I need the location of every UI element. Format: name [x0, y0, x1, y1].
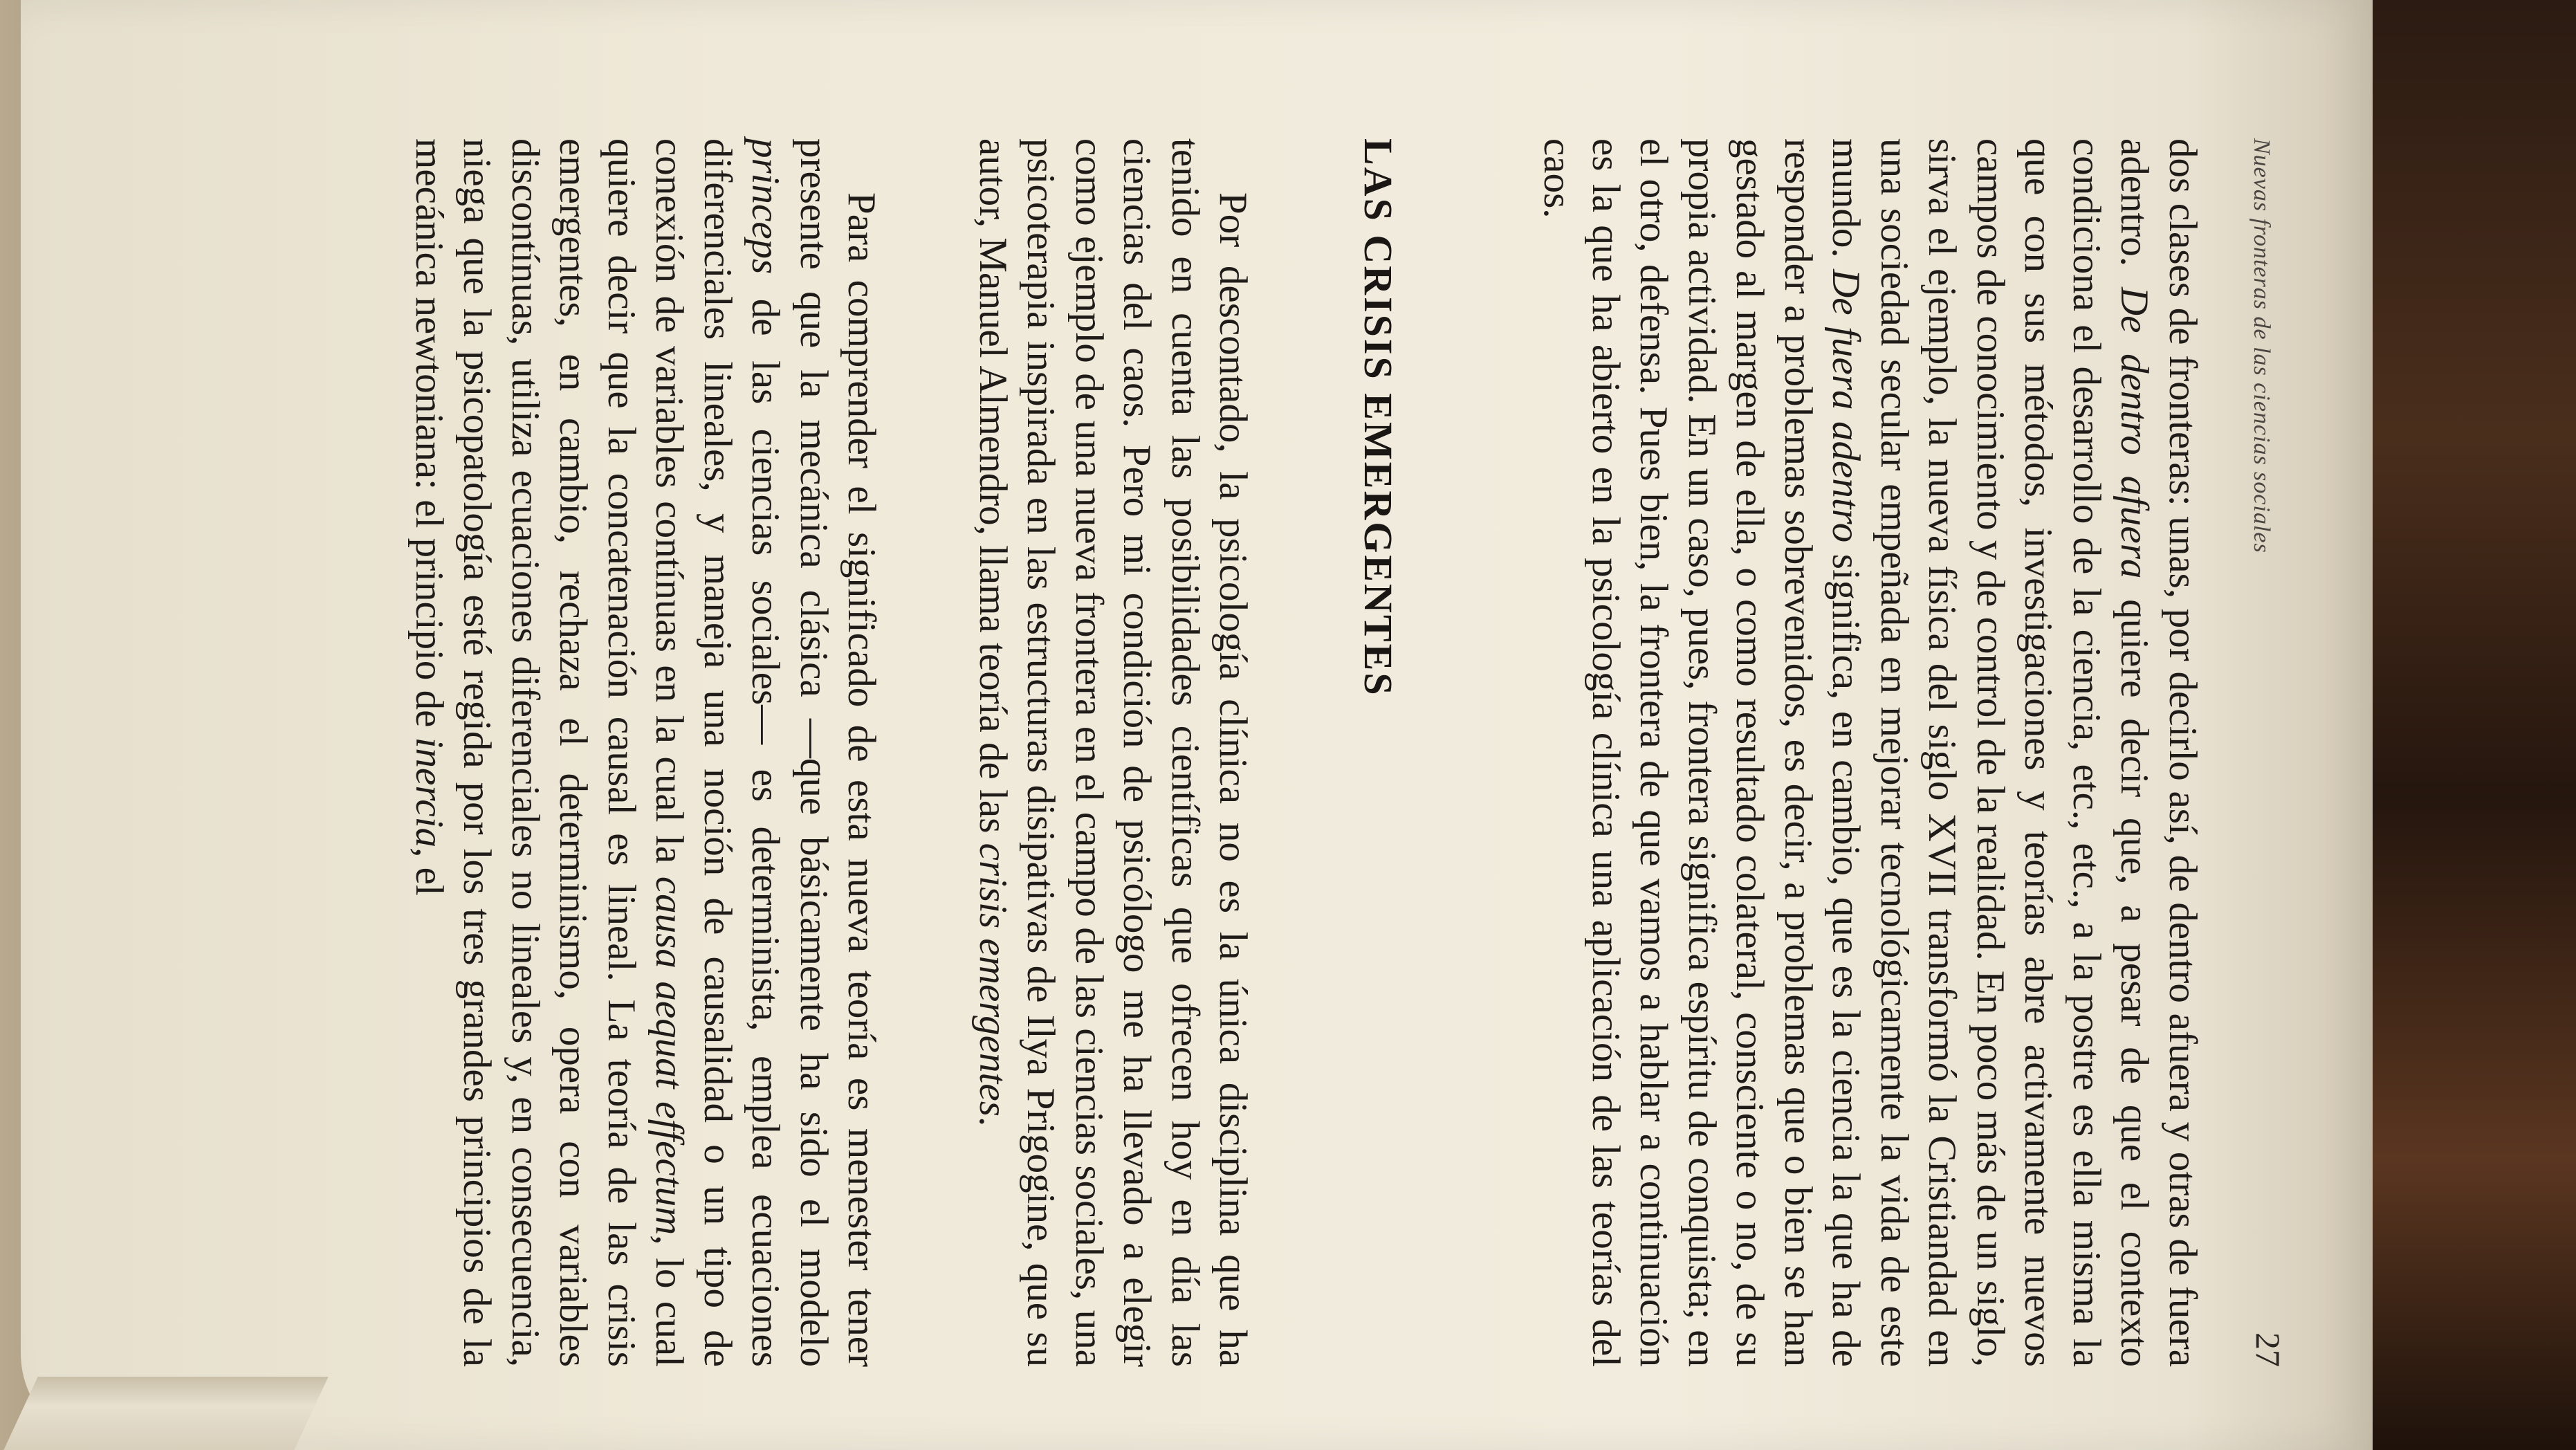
paragraph-3: Para comprender el significado de esta nueva teoría es menester tener presente que la mecánica clásica —que básicamente ha sido el modelo princeps de las ciencias sociales— es determinista, emplea ecuaciones diferenciales lineales, y maneja una noción de causalidad o un tipo de conexión de variables contínuas en la cual la causa aequat effectum, lo cual quiere decir que la concatenación causal es lineal. La teoría de las crisis emergentes, en cambio, rechaza el determinismo, opera con variables discontínuas, utiliza ecuaciones diferenciales no lineales y, en consecuencia, niega que la psicopatología esté regida por los tres grandes principios de la mecánica newtoniana: el principio de inercia, el [407, 138, 884, 1367]
page-number: 27 [2249, 1332, 2288, 1367]
running-head: Nuevas fronteras de las ciencias sociales [2249, 138, 2274, 553]
paragraph-gap [886, 138, 969, 1367]
paragraph-2: Por descontado, la psicología clínica no es la única disciplina que ha tenido en cuenta las posibilidades científicas que ofrecen hoy en día las ciencias del caos. Pero mi condición de psicólogo me ha llevado a elegir como ejemplo de una nueva frontera en el campo de las ciencias sociales, una psicoterapia inspirada en las estructuras disipativas de Ilya Prigogine, que su autor, Manuel Almendro, llama teoría de las crisis emergentes. [971, 138, 1255, 1367]
body-text [21, 138, 2207, 1367]
wooden-table [2338, 0, 2576, 1450]
section-title: LAS CRISIS EMERGENTES [1356, 138, 1401, 697]
paragraph-1: dos clases de fronteras: unas, por decirlo así, de dentro afuera y otras de fuera adentro. De dentro afuera quiere decir que, a pesar de que el contexto condiciona el desarrollo de la ciencia, etc., etc., a la postre es ella misma la que con sus métodos, investigaciones y teorías abre activamente nuevos campos de conocimiento y de control de la realidad. En poco más de un siglo, sirva el ejemplo, la nueva física del siglo XVII transformó la Cristiandad en una sociedad secular empeñada en mejorar tecnológicamente la vida de este mundo. De fuera adentro significa, en cambio, que es la ciencia la que ha de responder a problemas sobrevenidos, es decir, a problemas que o bien se han gestado al margen de ella, o como resultado colateral, consciente o no, de su propia actividad. En un caso, pues, frontera significa espíritu de conquista; en el otro, defensa. Pues bien, la frontera de que vamos a hablar a continuación es la que ha abierto en la psicología clínica una aplicación de las teorías del caos. [1536, 138, 2205, 1368]
page-header [2248, 138, 2303, 1367]
rotated-page-content [21, 0, 2373, 1450]
book-page [21, 0, 2373, 1450]
